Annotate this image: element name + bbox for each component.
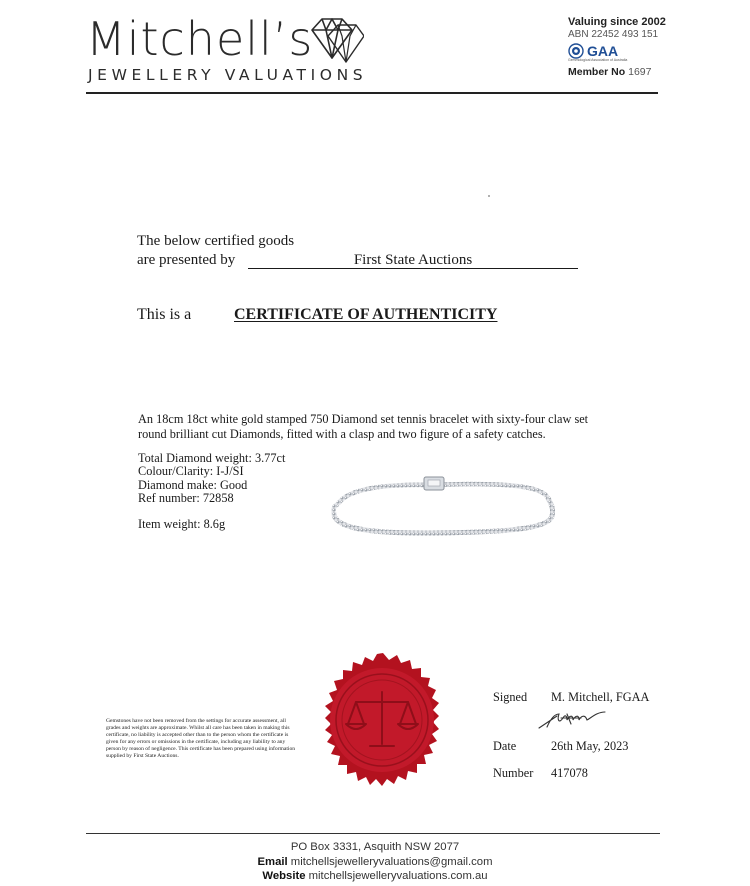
bracelet-photo <box>328 472 558 542</box>
date-value: 26th May, 2023 <box>551 739 629 753</box>
intro-line-1: The below certified goods <box>137 233 295 249</box>
website-label: Website <box>262 870 306 882</box>
signed-value: M. Mitchell, FGAA <box>551 690 650 704</box>
abn-number: ABN 22452 493 151 <box>568 29 659 40</box>
paper-speck <box>488 195 490 197</box>
header-divider <box>86 92 658 94</box>
handwritten-signature <box>537 708 627 730</box>
brand-name: Mitchell’s <box>86 12 314 66</box>
number-value: 417078 <box>551 766 588 780</box>
signed-label: Signed <box>493 690 528 704</box>
number-label: Number <box>493 766 534 780</box>
diamond-logo-icon <box>308 16 364 64</box>
gaa-label: GAA <box>587 43 619 59</box>
item-description: An 18cm 18ct white gold stamped 750 Diamond set tennis bracelet with sixty-four claw set round brilliant cut Diamonds, fitted with a clasp and two figure of a safety catches. <box>138 412 589 441</box>
email-link[interactable]: mitchellsjewelleryvaluations@gmail.com <box>290 856 493 868</box>
brand-logo <box>86 8 386 88</box>
member-value: 1697 <box>628 66 652 78</box>
gaa-badge-icon <box>568 43 584 59</box>
spec-diamond-make: Diamond make: Good <box>138 477 248 492</box>
gaa-logo <box>568 43 678 59</box>
email-label: Email <box>257 856 288 868</box>
footer-website <box>0 870 750 882</box>
footer-email <box>0 856 750 868</box>
gaa-small-text: Gemmological Association of Australia <box>568 58 628 62</box>
presented-by-value: First State Auctions <box>248 252 578 269</box>
certificate-title: CERTIFICATE OF AUTHENTICITY <box>234 306 498 323</box>
spec-ref-number: Ref number: 72858 <box>138 491 234 506</box>
disclaimer-text: Gemstones have not been removed from the settings for accurate assessment, all grades and weights are approximate. Whilst all care has been taken in making this certificate, no liability is accepted other than to the person whom the certificate is given for any errors or omissions in the certificate, including any liability to any person by reason of negligence. This certificate has been prepared using information supplied by First State Auctions. <box>106 718 296 759</box>
wax-seal-icon <box>312 652 454 794</box>
member-label: Member No <box>568 66 626 78</box>
member-number <box>568 66 678 78</box>
valuing-since: Valuing since 2002 <box>568 16 666 28</box>
website-link[interactable]: mitchellsjewelleryvaluations.com.au <box>308 870 488 882</box>
spec-diamond-weight: Total Diamond weight: 3.77ct <box>138 451 286 465</box>
intro-line-2: are presented by <box>137 252 236 268</box>
brand-subtitle: JEWELLERY VALUATIONS <box>88 66 368 84</box>
footer-divider <box>86 833 660 834</box>
this-is-a-label: This is a <box>137 306 192 323</box>
item-specs <box>138 452 285 506</box>
spec-colour-clarity: Colour/Clarity: I-J/SI <box>138 464 244 479</box>
item-weight: Item weight: 8.6g <box>138 517 226 531</box>
date-label: Date <box>493 739 517 753</box>
footer-address: PO Box 3331, Asquith NSW 2077 <box>290 841 460 853</box>
header-meta <box>568 16 678 78</box>
